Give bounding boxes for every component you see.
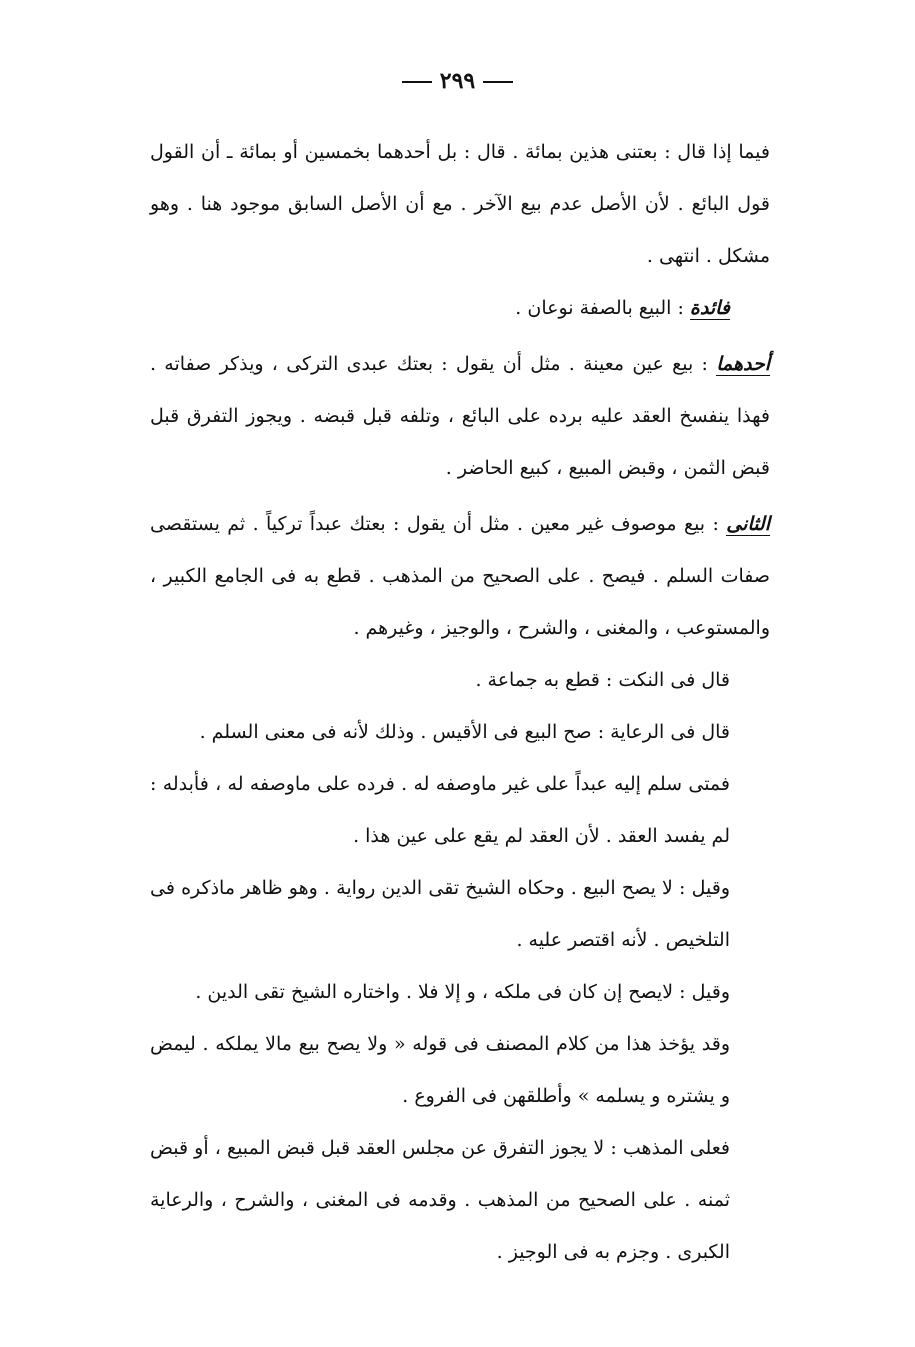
paragraph-4 <box>150 498 770 654</box>
paragraph-11 <box>150 1122 770 1278</box>
paragraph-text: : بيع موصوف غير معين . مثل أن يقول : بعتك عبداً تركياً . ثم يستقصى صفات السلم . فيصح . على الصحيح من المذهب . قطع به فى الجامع الكبير ، والمستوعب ، والمغنى ، والشرح ، والوجيز ، وغيرهم . <box>150 513 770 639</box>
paragraph-text: فيما إذا قال : بعتنى هذين بمائة . قال : بل أحدهما بخمسين أو بمائة ـ أن القول قول البائع . لأن الأصل عدم بيع الآخر . مع أن الأصل السابق موجود هنا . وهو مشكل . انتهى . <box>150 141 770 267</box>
paragraph-text: : بيع عين معينة . مثل أن يقول : بعتك عبدى التركى ، ويذكر صفاته . فهذا ينفسخ العقد عليه برده على البائع ، وتلفه قبل قبضه . ويجوز التفرق قبل قبض الثمن ، وقبض المبيع ، كبيع الحاضر . <box>150 353 770 479</box>
paragraph-7 <box>150 758 770 862</box>
page-number <box>0 68 915 94</box>
paragraph-8 <box>150 862 770 966</box>
paragraph-5 <box>150 654 770 706</box>
paragraph-text: وقد يؤخذ هذا من كلام المصنف فى قوله « ولا يصح بيع مالا يملكه . ليمض و يشتره و يسلمه » وأطلقهن فى الفروع . <box>150 1033 730 1107</box>
page-number-dash-left <box>402 81 432 83</box>
page-number-dash-right <box>483 81 513 83</box>
paragraph-1 <box>150 126 770 282</box>
body-text <box>150 126 770 1278</box>
paragraph-text: قال فى الرعاية : صح البيع فى الأقيس . وذلك لأنه فى معنى السلم . <box>199 721 730 743</box>
paragraph-text: قال فى النكت : قطع به جماعة . <box>475 669 730 691</box>
paragraph-heading: فائدة <box>689 297 730 319</box>
paragraph-2 <box>150 282 770 334</box>
paragraph-text: : البيع بالصفة نوعان . <box>515 297 690 319</box>
paragraph-6 <box>150 706 770 758</box>
paragraph-heading: أحدهما <box>716 353 770 375</box>
paragraph-text: فعلى المذهب : لا يجوز التفرق عن مجلس العقد قبل قبض المبيع ، أو قبض ثمنه . على الصحيح من المذهب . وقدمه فى المغنى ، والشرح ، والرعاية الكبرى . وجزم به فى الوجيز . <box>150 1137 730 1263</box>
paragraph-heading: الثانى <box>726 513 770 535</box>
paragraph-text: وقيل : لايصح إن كان فى ملكه ، و إلا فلا . واختاره الشيخ تقى الدين . <box>195 981 730 1003</box>
paragraph-10 <box>150 1018 770 1122</box>
paragraph-3 <box>150 338 770 494</box>
paragraph-text: وقيل : لا يصح البيع . وحكاه الشيخ تقى الدين رواية . وهو ظاهر ماذكره فى التلخيص . لأنه اقتصر عليه . <box>150 877 730 951</box>
paragraph-text: فمتى سلم إليه عبداً على غير ماوصفه له . فرده على ماوصفه له ، فأبدله : لم يفسد العقد . لأن العقد لم يقع على عين هذا . <box>150 773 730 847</box>
page-number-text: ٢٩٩ <box>439 68 476 94</box>
paragraph-9 <box>150 966 770 1018</box>
